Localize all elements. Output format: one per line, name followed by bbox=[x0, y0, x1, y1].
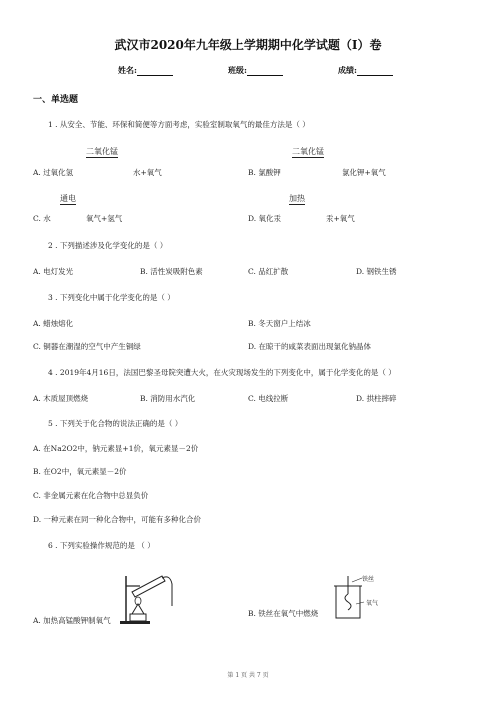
q6-option-b: B. 铁丝在氧气中燃烧 bbox=[248, 609, 319, 618]
q1-condition-a: 二氧化锰 bbox=[86, 147, 118, 156]
q4-option-d: D. 拱柱摔碎 bbox=[356, 394, 397, 403]
q5-option-d: D. 一种元素在同一种化合物中，可能有多种化合价 bbox=[33, 515, 202, 524]
q4-stem: 4 . 2019年4月16日，法国巴黎圣母院突遭大火，在火灾现场发生的下列变化中，属于化学变化的是（ ） bbox=[48, 368, 396, 377]
q6-stem: 6 . 下列实验操作规范的是 （ ） bbox=[48, 541, 155, 550]
name-label: 姓名: bbox=[118, 65, 137, 75]
label-yangqi: 氧气 bbox=[366, 600, 379, 607]
q5-option-b: B. 在O2中，氧元素显－2价 bbox=[33, 467, 127, 476]
q3-option-a: A. 蜡烛熔化 bbox=[33, 319, 74, 328]
name-blank bbox=[137, 66, 173, 76]
score-blank bbox=[357, 66, 393, 76]
score-label: 成绩: bbox=[338, 65, 357, 75]
q6-option-a: A. 加热高锰酸钾制氧气 bbox=[33, 616, 111, 625]
name-field bbox=[118, 65, 173, 76]
q3-stem: 3 . 下列变化中属于化学变化的是（ ） bbox=[48, 293, 175, 302]
q1-condition-b: 二氧化锰 bbox=[292, 147, 324, 156]
q1-stem: 1 . 从安全、节能、环保和简便等方面考虑，实验室制取氧气的最佳方法是（ ） bbox=[48, 120, 310, 129]
q1-option-b-left: B. 氯酸钾 bbox=[248, 168, 281, 177]
q1-condition-c: 通电 bbox=[60, 194, 76, 203]
q1-option-d-right: 汞+氧气 bbox=[326, 214, 355, 223]
score-field bbox=[338, 65, 393, 76]
page-title: 武汉市2020年九年级上学期期中化学试题（I）卷 bbox=[114, 38, 382, 52]
q2-option-b: B. 活性炭吸附色素 bbox=[140, 267, 203, 276]
q1-option-b-right: 氯化钾+氧气 bbox=[342, 168, 386, 177]
q3-option-b: B. 冬天窗户上结冰 bbox=[248, 319, 311, 328]
q2-option-c: C. 品红扩散 bbox=[248, 267, 289, 276]
kmno4-heating-apparatus-image bbox=[118, 566, 180, 626]
q1-option-a-left: A. 过氧化氢 bbox=[33, 168, 74, 177]
class-label: 班级: bbox=[228, 65, 247, 75]
q5-stem: 5 . 下列关于化合物的说法正确的是（ ） bbox=[48, 419, 183, 428]
q1-condition-d: 加热 bbox=[289, 194, 305, 203]
label-tiesi: 铁丝 bbox=[362, 576, 375, 583]
section-heading: 一、单选题 bbox=[33, 95, 79, 105]
q2-stem: 2 . 下列描述涉及化学变化的是（ ） bbox=[48, 241, 168, 250]
q2-option-d: D. 钢铁生锈 bbox=[356, 267, 397, 276]
q1-option-c-left: C. 水 bbox=[33, 214, 51, 223]
q1-option-d-left: D. 氧化汞 bbox=[248, 214, 282, 223]
q1-option-a-right: 水+氧气 bbox=[133, 168, 162, 177]
q2-option-a: A. 电灯发光 bbox=[33, 267, 74, 276]
q4-option-c: C. 电线拉断 bbox=[248, 394, 289, 403]
q5-option-c: C. 非金属元素在化合物中总显负价 bbox=[33, 491, 149, 500]
q3-option-c: C. 铜器在潮湿的空气中产生铜绿 bbox=[33, 342, 141, 351]
q4-option-a: A. 木质屋顶燃烧 bbox=[33, 394, 89, 403]
class-blank bbox=[247, 66, 283, 76]
q1-option-c-right: 氧气+氢气 bbox=[86, 214, 123, 223]
page-footer: 第 1 页 共 7 页 bbox=[227, 672, 269, 679]
class-field bbox=[228, 65, 283, 76]
q5-option-a: A. 在Na2O2中，钠元素显+1价，氧元素显－2价 bbox=[33, 444, 199, 453]
q3-option-d: D. 在晾干的咸菜表面出现氯化钠晶体 bbox=[248, 342, 372, 351]
q4-option-b: B. 消防用水汽化 bbox=[140, 394, 196, 403]
